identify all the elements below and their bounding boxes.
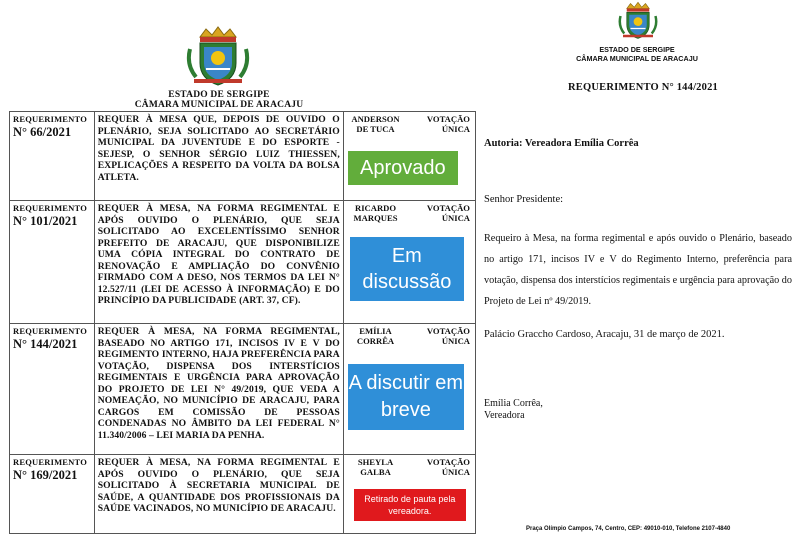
greeting: Senhor Presidente: (484, 194, 564, 205)
vote-type: VOTAÇÃO ÚNICA (426, 457, 470, 477)
request-number: N° 101/2021 (13, 214, 78, 228)
status-badge: Retirado de pauta pela vereadora. (354, 489, 466, 521)
vote-cell (343, 455, 475, 534)
address-footer: Praça Olímpio Campos, 74, Centro, CEP: 49010-010, Telefone 2107-4840 (526, 526, 731, 532)
status-badge: A discutir em breve (348, 364, 464, 430)
request-number: N° 66/2021 (13, 125, 72, 139)
table-row (10, 324, 476, 455)
request-label: REQUERIMENTO (13, 457, 88, 467)
authorship-line: Autoria: Vereadora Emília Corrêa (484, 138, 639, 149)
request-document (478, 0, 800, 533)
request-number: N° 144/2021 (13, 337, 78, 351)
chamber-heading: CÂMARA MUNICIPAL DE ARACAJU (576, 54, 698, 63)
request-text-cell (94, 455, 343, 534)
vote-cell (343, 201, 475, 324)
request-text-cell (94, 112, 343, 201)
vote-cell (343, 324, 475, 455)
request-author: ANDERSON DE TUCA (351, 114, 400, 134)
signer-role: Vereadora (484, 410, 525, 421)
request-number: N° 169/2021 (13, 468, 78, 482)
request-text-cell (94, 324, 343, 455)
request-text-cell (94, 201, 343, 324)
table-row (10, 455, 476, 534)
request-text: REQUER À MESA, NA FORMA REGIMENTAL E APÓS OUVIDO O PLENÁRIO, QUE SEJA SOLICITADO À SECRETARIA MUNICIPAL DE SAÚDE, A QUANTIDADE DOS PROFISSIONAIS DA SAÚDE VACINADOS, NO MUNICÍPIO DE ARACAJU. (97, 457, 340, 514)
coat-of-arms-icon (618, 0, 658, 42)
request-id-cell (10, 324, 95, 455)
request-id-cell (10, 112, 95, 201)
chamber-heading: CÂMARA MUNICIPAL DE ARACAJU (134, 100, 304, 110)
request-text: REQUER À MESA, NA FORMA REGIMENTAL, BASEADO NO ARTIGO 171, INCISOS IV E V DO REGIMENTO INTERNO, HAJA PREFERÊNCIA PARA VOTAÇÃO, DISPENSA DOS INTERSTÍCIOS REGIMENTAIS E URGÊNCIA PARA APROVAÇÃO DO PROJETO DE LEI N° 49/2019, QUE VEDA A NOMEAÇÃO, NO MUNICÍPIO DE ARACAJU, PARA CARGOS EM COMISSÃO DE PESSOAS CONDENADAS NO ÂMBITO DA LEI FEDERAL N° 11.340/2006 – LEI MARIA DA PENHA. (97, 326, 340, 441)
request-author: SHEYLA GALBA (357, 457, 394, 477)
signer-name: Emília Corrêa, (484, 398, 543, 409)
vote-type: VOTAÇÃO ÚNICA (426, 114, 470, 134)
vote-type: VOTAÇÃO ÚNICA (426, 326, 470, 346)
vote-cell (343, 112, 475, 201)
agenda-table (9, 111, 476, 534)
table-row (10, 201, 476, 324)
coat-of-arms-icon (186, 25, 250, 89)
request-label: REQUERIMENTO (13, 203, 88, 213)
state-heading: ESTADO DE SERGIPE (599, 45, 675, 54)
request-label: REQUERIMENTO (13, 326, 88, 336)
request-id-cell (10, 201, 95, 324)
request-id-cell (10, 455, 95, 534)
request-body: Requeiro à Mesa, na forma regimental e após ouvido o Plenário, baseado no artigo 171, incisos IV e V do Regimento Interno, preferência para votação, dispensa dos interstícios regimentais e urgência para aprovação do Projeto de Lei nº 49/2019. (484, 233, 792, 307)
request-author: EMÍLIA CORRÊA (356, 326, 395, 346)
request-text: REQUER À MESA, NA FORMA REGIMENTAL E APÓS OUVIDO O PLENÁRIO, QUE SEJA SOLICITADO AO EXCELENTÍSSIMO SENHOR PREFEITO DE ARACAJU, QUE DISPONIBILIZE UMA CÓPIA INTEGRAL DO CONTRATO DE RENOVAÇÃO E AMPLIAÇÃO DO CONVÊNIO FIRMADO COM A DESO, NOS TERMOS DA LEI N° 12.527/11 (LEI DE ACESSO À INFORMAÇÃO) E DO PRINCÍPIO DA PUBLICIDADE (ART. 37, CF). (97, 203, 340, 306)
request-author: RICARDO MARQUES (353, 203, 398, 223)
request-text: REQUER À MESA QUE, DEPOIS DE OUVIDO O PLENÁRIO, SEJA SOLICITADO AO SECRETÁRIO MUNICIPAL DA JUVENTUDE E DO ESPORTE - SEJESP, O SENHOR SÉRGIO LUIZ THIESSEN, EXPLICAÇÕES A RESPEITO DA VOLTA DA BOLSA ATLETA. (97, 114, 340, 183)
status-badge: Em discussão (350, 237, 464, 301)
document-title: REQUERIMENTO N° 144/2021 (568, 82, 718, 93)
state-heading: ESTADO DE SERGIPE (168, 90, 270, 100)
status-badge: Aprovado (348, 151, 458, 185)
date-line: Palácio Graccho Cardoso, Aracaju, 31 de março de 2021. (484, 329, 725, 340)
vote-type: VOTAÇÃO ÚNICA (426, 203, 470, 223)
request-label: REQUERIMENTO (13, 114, 88, 124)
table-row (10, 112, 476, 201)
